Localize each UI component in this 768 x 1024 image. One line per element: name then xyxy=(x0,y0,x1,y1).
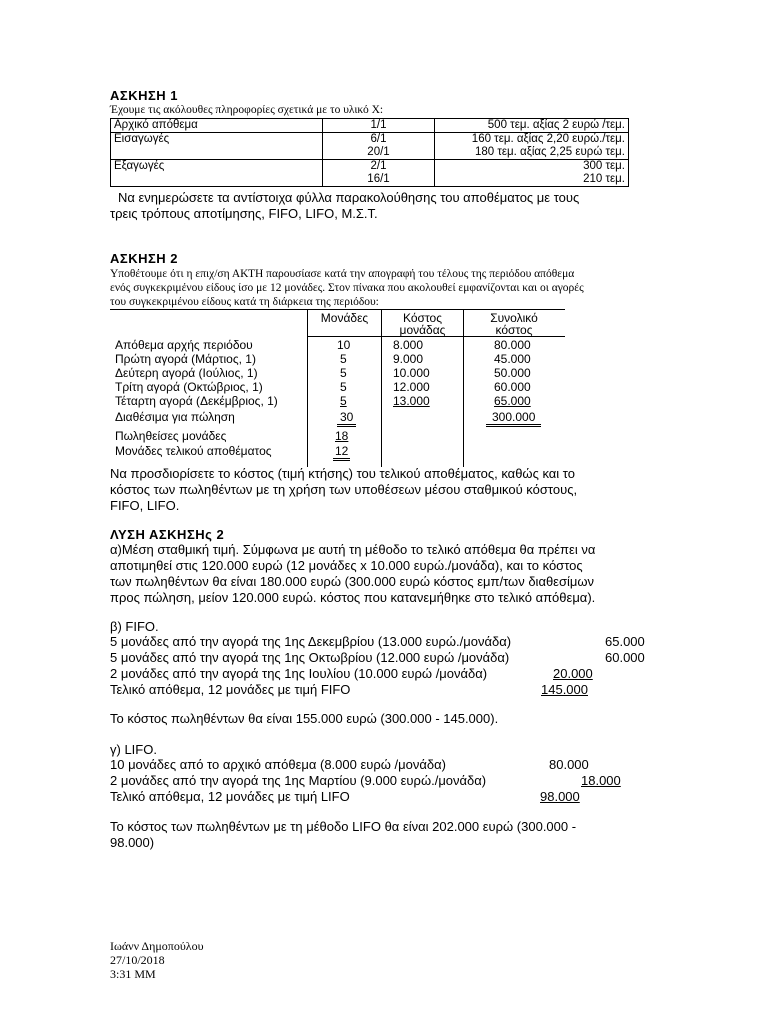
table-row xyxy=(111,119,629,133)
lifo-title: γ) LIFO. xyxy=(110,742,157,757)
footer-date: 27/10/2018 xyxy=(110,953,165,967)
footer-time: 3:31 ΜΜ xyxy=(110,967,156,981)
row-label: Τρίτη αγορά (Οκτώβριος, 1) xyxy=(115,380,263,394)
lifo-row-text: 10 μονάδες από το αρχικό απόθεμα (8.000 ευρώ /μονάδα) xyxy=(110,757,446,772)
row-total: 80.000 xyxy=(494,338,531,352)
row-label: Απόθεμα αρχής περιόδου xyxy=(115,338,253,352)
sold-label: Πωληθείσες μονάδες xyxy=(115,429,227,443)
exercise-2-title: ΑΣΚΗΣΗ 2 xyxy=(110,251,178,266)
table-top-rule xyxy=(110,309,565,310)
table-row xyxy=(111,160,629,174)
row-label: Τέταρτη αγορά (Δεκέμβριος, 1) xyxy=(115,394,278,408)
row-cost: 13.000 xyxy=(393,394,430,408)
table-cell: 6/1 xyxy=(323,133,435,147)
table-cell: 210 τεμ. xyxy=(435,173,629,187)
exercise-1-task-line: τρεις τρόπους αποτίμησης, FIFO, LIFO, Μ.Σ.Τ. xyxy=(110,206,378,221)
row-total: 60.000 xyxy=(494,380,531,394)
exercise-2-intro xyxy=(110,267,650,309)
col-units-header: Μονάδες xyxy=(320,311,369,325)
table-cell: 1/1 xyxy=(323,119,435,133)
row-units: 5 xyxy=(340,352,347,366)
table-cell: 160 τεμ. αξίας 2,20 ευρώ./τεμ. xyxy=(435,133,629,147)
exercise-2-intro-line: Υποθέτουμε ότι η επιχ/ση ΑΚΤΗ παρουσίασε κατά την απογραφή του τέλους της περιόδου απόθεμα xyxy=(110,268,575,280)
exercise-2-task-line: Να προσδιορίσετε το κόστος (τιμή κτήσης) του τελικού αποθέματος, καθώς και το xyxy=(110,466,575,481)
exercise-2-intro-line: ενός συγκεκριμένου είδους ίσο με 12 μονάδες. Στον πίνακα που ακολουθεί εμφανίζονται και οι αγορές xyxy=(110,282,584,294)
solution-a-line: α)Μέση σταθμική τιμή. Σύμφωνα με αυτή τη μέθοδο το τελικό απόθεμα θα πρέπει να xyxy=(110,542,596,557)
fifo-title: β) FIFO. xyxy=(110,619,159,634)
solution-a-line: των πωληθέντων θα είναι 180.000 ευρώ (300.000 ευρώ κόστος εμπ/των διαθεσίμων xyxy=(110,574,595,589)
table-cell: 2/1 xyxy=(323,160,435,174)
solution-a-line: προς πώληση, μείον 120.000 ευρώ. κόστος που κατανεμήθηκε στο τελικό απόθεμα). xyxy=(110,590,596,605)
footer-author: Ιωάνν Δημοπούλου xyxy=(110,939,204,953)
table-row xyxy=(111,133,629,147)
col-cost-header: Κόστος xyxy=(403,311,442,325)
table-column-rule xyxy=(307,309,308,467)
row-units: 5 xyxy=(340,394,347,408)
table-cell: 500 τεμ. αξίας 2 ευρώ /τεμ. xyxy=(435,119,629,133)
available-total: 300.000 xyxy=(486,410,541,427)
exercise-1-title: ΑΣΚΗΣΗ 1 xyxy=(110,88,178,103)
row-cost: 9.000 xyxy=(393,352,424,366)
fifo-row-value: 60.000 xyxy=(605,650,645,665)
exercise-2-task-line: FIFO, LIFO. xyxy=(110,498,180,513)
row-total: 50.000 xyxy=(494,366,531,380)
available-label: Διαθέσιμα για πώληση xyxy=(115,410,235,424)
fifo-row-text: 5 μονάδες από την αγορά της 1ης Δεκεμβρίου (13.000 ευρώ./μονάδα) xyxy=(110,634,512,649)
exercise-2-task-line: κόστος των πωληθέντων με τη χρήση των υποθέσεων μέσου σταθμικού κόστους, xyxy=(110,482,578,497)
row-label: Πρώτη αγορά (Μάρτιος, 1) xyxy=(115,352,256,366)
solution-title: ΛΥΣΗ ΑΣΚΗΣΗς 2 xyxy=(110,527,225,542)
lifo-total-text: Τελικό απόθεμα, 12 μονάδες με τιμή LIFO xyxy=(110,789,350,804)
fifo-conclusion: Το κόστος πωληθέντων θα είναι 155.000 ευρώ (300.000 - 145.000). xyxy=(110,711,499,726)
table-cell: Εξαγωγές xyxy=(111,160,323,187)
col-total-header: κόστος xyxy=(495,323,533,337)
ending-units: 12 xyxy=(333,444,350,461)
table-cell: 300 τεμ. xyxy=(435,160,629,174)
lifo-row-value: 18.000 xyxy=(581,773,621,788)
row-units: 10 xyxy=(337,338,351,352)
sold-units: 18 xyxy=(335,429,349,443)
row-cost: 8.000 xyxy=(393,338,424,352)
col-total-header: Συνολικό xyxy=(490,311,538,325)
table-cell: Εισαγωγές xyxy=(111,133,323,160)
lifo-conclusion: 98.000) xyxy=(110,835,155,850)
lifo-total-value: 98.000 xyxy=(540,789,580,804)
fifo-row-text: 2 μονάδες από την αγορά της 1ης Ιουλίου (10.000 ευρώ /μονάδα) xyxy=(110,666,488,681)
exercise-1-task-line: Να ενημερώσετε τα αντίστοιχα φύλλα παρακολούθησης του αποθέματος με τους xyxy=(118,190,580,205)
row-units: 5 xyxy=(340,366,347,380)
fifo-row-value: 20.000 xyxy=(553,666,593,681)
exercise-1-intro: Έχουμε τις ακόλουθες πληροφορίες σχετικά με το υλικό Χ: xyxy=(110,104,384,116)
row-label: Δεύτερη αγορά (Ιούλιος, 1) xyxy=(115,366,258,380)
fifo-total-value: 145.000 xyxy=(541,682,588,697)
available-units: 30 xyxy=(337,410,356,427)
fifo-total-text: Τελικό απόθεμα, 12 μονάδες με τιμή FIFO xyxy=(110,682,351,697)
row-total: 65.000 xyxy=(494,394,531,408)
lifo-row-text: 2 μονάδες από την αγορά της 1ης Μαρτίου (9.000 ευρώ./μονάδα) xyxy=(110,773,487,788)
fifo-row-text: 5 μονάδες από την αγορά της 1ης Οκτωβρίου (12.000 ευρώ /μονάδα) xyxy=(110,650,510,665)
row-cost: 12.000 xyxy=(393,380,430,394)
table-cell: Αρχικό απόθεμα xyxy=(111,119,323,133)
ending-label: Μονάδες τελικού αποθέματος xyxy=(115,444,272,458)
row-units: 5 xyxy=(340,380,347,394)
exercise-2-intro-line: του συγκεκριμένου είδους κατά τη διάρκεια της περιόδου: xyxy=(110,296,379,308)
row-total: 45.000 xyxy=(494,352,531,366)
col-cost-header: μονάδας xyxy=(399,323,446,337)
lifo-row-value: 80.000 xyxy=(549,757,589,772)
exercise-1-table xyxy=(110,118,629,187)
row-cost: 10.000 xyxy=(393,366,430,380)
exercise-1-task xyxy=(110,190,635,222)
table-cell: 180 τεμ. αξίας 2,25 ευρώ τεμ. xyxy=(435,146,629,160)
fifo-row-value: 65.000 xyxy=(605,634,645,649)
lifo-conclusion: Το κόστος των πωληθέντων με τη μέθοδο LIFO θα είναι 202.000 ευρώ (300.000 - xyxy=(110,819,577,834)
solution-a-line: αποτιμηθεί στις 120.000 ευρώ (12 μονάδες x 10.000 ευρώ./μονάδα), και το κόστος xyxy=(110,558,583,573)
table-cell: 16/1 xyxy=(323,173,435,187)
table-cell: 20/1 xyxy=(323,146,435,160)
